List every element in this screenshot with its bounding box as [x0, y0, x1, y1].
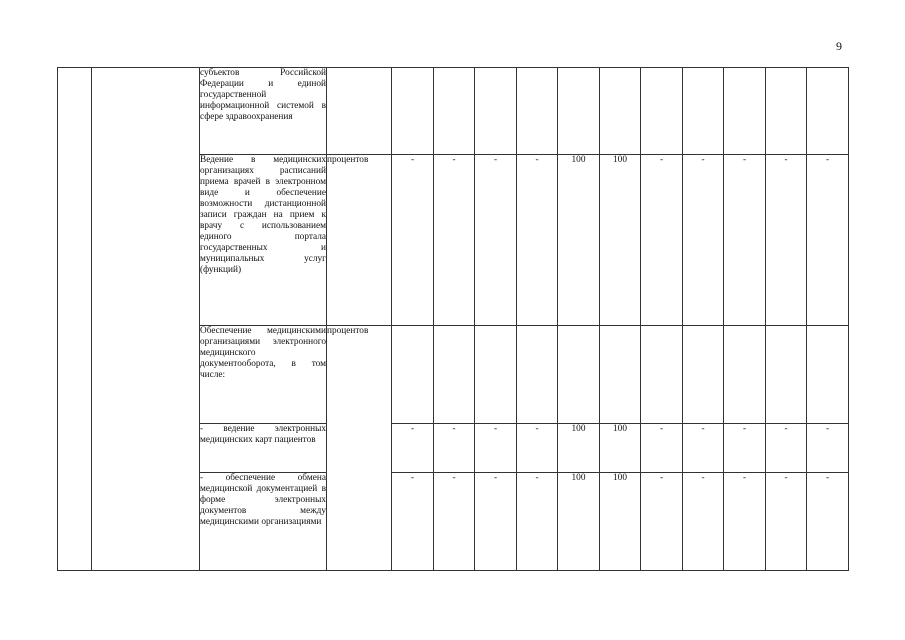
value-cell: -	[641, 155, 683, 326]
value-cell: -	[641, 473, 683, 571]
number-cell	[58, 68, 92, 571]
unit-cell: процентов	[327, 155, 392, 326]
value-cell: 100	[600, 155, 641, 326]
indicator-description: субъектов Российской Федерации и единой государственной информационной системой в сфере здравоохранения	[200, 68, 327, 155]
value-cell	[558, 326, 600, 424]
value-cell: -	[475, 424, 517, 473]
value-cell	[434, 68, 475, 155]
indicator-description: Обеспечение медицинскими организациями электронного медицинского документооборота, в том числе:	[200, 326, 327, 424]
table-row	[58, 68, 849, 155]
value-cell: -	[517, 155, 558, 326]
value-cell: -	[807, 473, 849, 571]
value-cell	[475, 68, 517, 155]
value-cell	[683, 326, 724, 424]
value-cell: 100	[558, 424, 600, 473]
indicator-description: - ведение электронных медицинских карт пациентов	[200, 424, 327, 473]
value-cell: -	[807, 155, 849, 326]
indicators-table	[57, 67, 849, 571]
value-cell	[475, 326, 517, 424]
value-cell	[392, 326, 434, 424]
value-cell: -	[724, 424, 766, 473]
value-cell: -	[475, 473, 517, 571]
value-cell: -	[434, 424, 475, 473]
value-cell: -	[392, 155, 434, 326]
value-cell	[600, 326, 641, 424]
name-cell	[92, 68, 200, 571]
value-cell: 100	[600, 473, 641, 571]
value-cell	[641, 68, 683, 155]
value-cell	[683, 68, 724, 155]
value-cell	[392, 68, 434, 155]
indicator-description: Ведение в медицинских организациях расписаний приема врачей в электронном виде и обеспечение возможности дистанционной записи граждан на прием к врачу с использованием единого портала государственных и муниципальных услуг (функций)	[200, 155, 327, 326]
value-cell: -	[766, 424, 807, 473]
value-cell	[517, 68, 558, 155]
value-cell: -	[724, 473, 766, 571]
value-cell	[600, 68, 641, 155]
value-cell	[434, 326, 475, 424]
unit-cell: процентов	[327, 326, 392, 571]
value-cell: -	[517, 424, 558, 473]
value-cell: -	[392, 424, 434, 473]
value-cell: -	[683, 473, 724, 571]
page-number: 9	[836, 39, 842, 53]
value-cell	[724, 326, 766, 424]
value-cell: -	[392, 473, 434, 571]
indicator-description: - обеспечение обмена медицинской документацией в форме электронных документов между медицинскими организациями	[200, 473, 327, 571]
value-cell: -	[434, 473, 475, 571]
value-cell: -	[766, 155, 807, 326]
value-cell	[724, 68, 766, 155]
value-cell	[766, 326, 807, 424]
value-cell: -	[683, 155, 724, 326]
value-cell	[558, 68, 600, 155]
value-cell: -	[475, 155, 517, 326]
value-cell: -	[807, 424, 849, 473]
value-cell: -	[434, 155, 475, 326]
value-cell: 100	[558, 473, 600, 571]
value-cell: -	[641, 424, 683, 473]
value-cell	[517, 326, 558, 424]
value-cell	[641, 326, 683, 424]
value-cell: -	[724, 155, 766, 326]
value-cell: -	[517, 473, 558, 571]
value-cell: -	[683, 424, 724, 473]
value-cell: -	[766, 473, 807, 571]
value-cell: 100	[600, 424, 641, 473]
value-cell	[766, 68, 807, 155]
value-cell	[807, 326, 849, 424]
unit-cell	[327, 68, 392, 155]
value-cell: 100	[558, 155, 600, 326]
value-cell	[807, 68, 849, 155]
